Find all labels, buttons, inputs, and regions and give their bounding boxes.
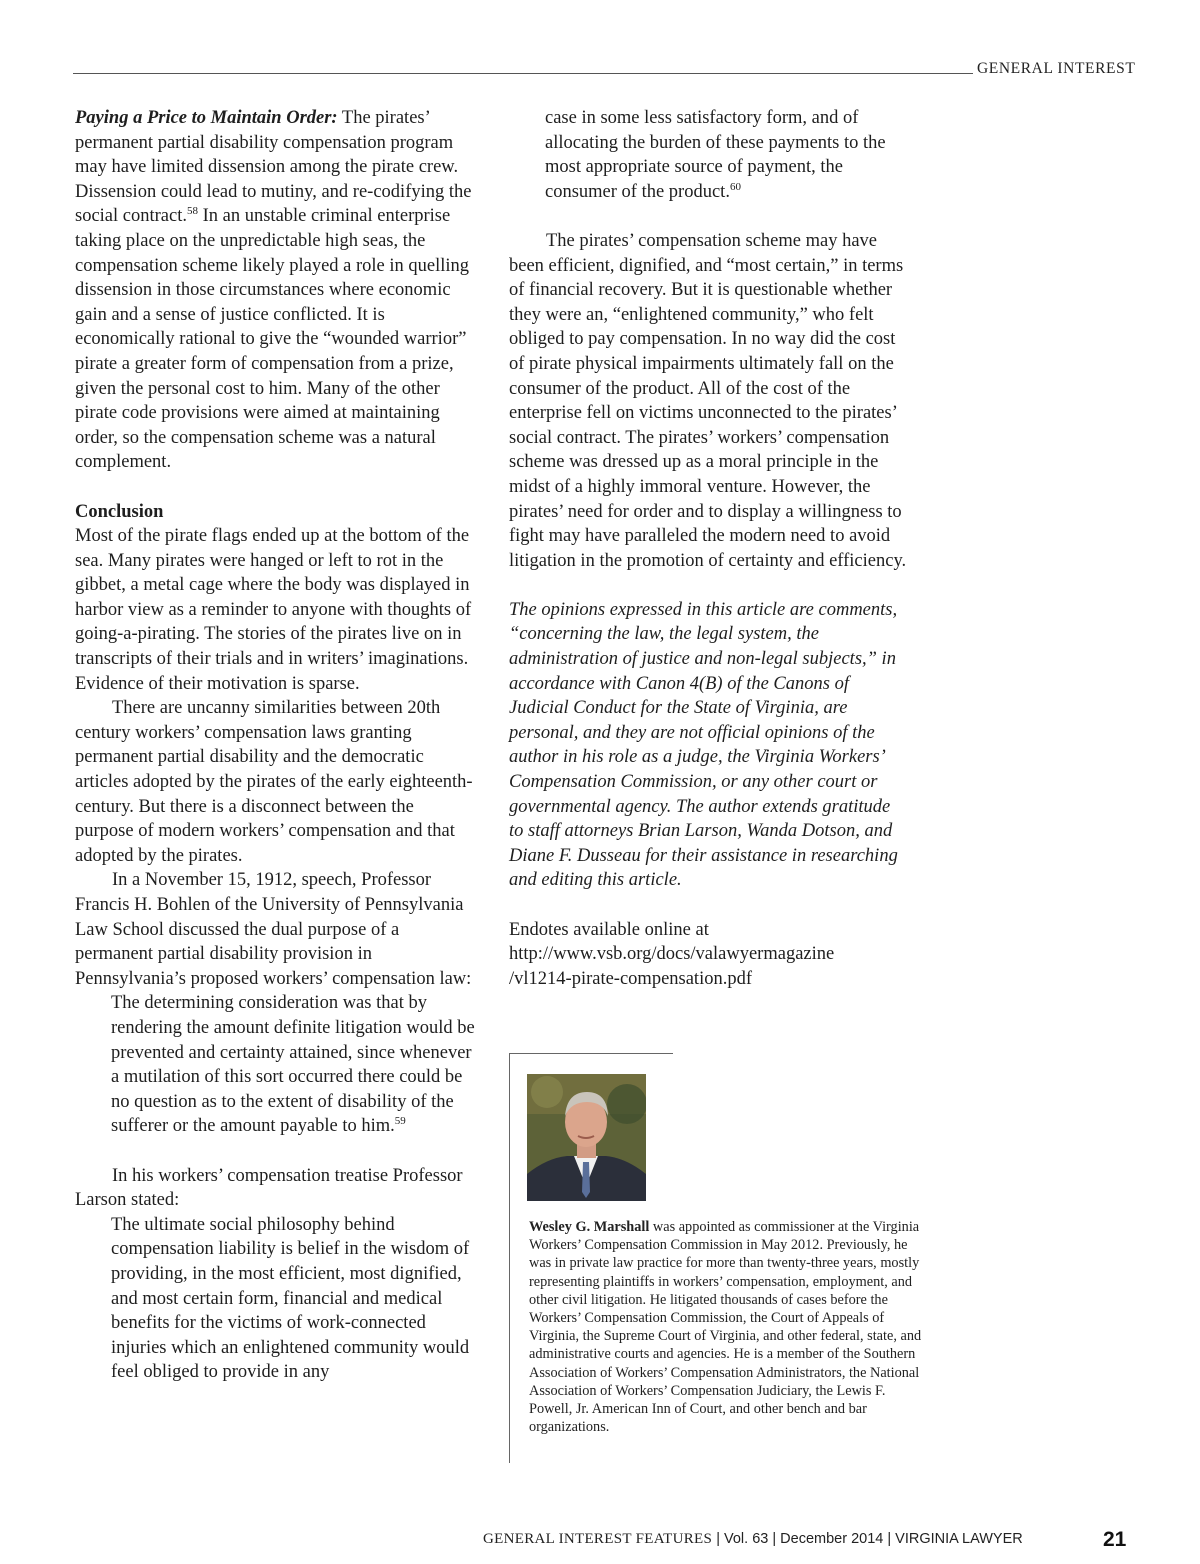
bio-rule-left <box>509 1053 510 1463</box>
endnotes-link-cont[interactable]: /vl1214-pirate-compensation.pdf <box>509 968 753 989</box>
paragraph-paying-a-price <box>75 106 477 475</box>
paragraph: The pirates’ compensation scheme may have been efficient, dignified, and “most certain,” in terms of financial recovery. But it is questionable whether they were an, “enlightened community,” who felt obliged to pay compensation. In no way did the cost of pirate physical impairments ultimately fall on the consumer of the product. All of the cost of the enterprise fell on victims unconnected to the pirates’ social contract. The pirates’ workers’ compensation scheme was dressed up as a moral principle in the midst of a highly immoral venture. However, the pirates’ need for order and to display a willingness to fight may have paralleled the modern need to avoid litigation in the promotion of certainty and efficiency. <box>509 230 907 571</box>
footer-date: December 2014 <box>780 1531 884 1547</box>
paragraph: There are uncanny similarities between 20th century workers’ compensation laws granting permanent partial disability and the democratic articles adopted by the pirates of the early eighteenth-century. But there is a disconnect between the purpose of modern workers’ compensation and that adopted by the pirates. <box>75 698 473 866</box>
footnote-ref: 60 <box>729 180 741 193</box>
header-rule <box>73 73 973 74</box>
section-label: GENERAL INTEREST <box>977 60 1136 77</box>
page-footer <box>483 1531 1043 1548</box>
block-quote-continued <box>545 106 909 204</box>
block-quote: The ultimate social philosophy behind compensation liability is belief in the wisdom of providing, in the most efficient, most dignified, and most certain form, financial and medical benefits for the victims of work-connected injuries which an enlightened community would feel obliged to provide in any <box>111 1214 470 1383</box>
paragraph-text: The pirates’ permanent partial disability compensation program may have limited dissension among the pirate crew. Dissension could lead to mutiny, and re-codifying the social contract. <box>75 108 472 227</box>
paragraph-text: In an unstable criminal enterprise taking place on the unpredictable high seas, the compensation scheme likely played a role in quelling dissension in those circumstances where economic gain and a sense of justice conflicted. It is economically rational to give the “wounded warrior” pirate a greater form of compensation from a prize, given the personal cost to him. Many of the other pirate code provisions were aimed at maintaining order, so the compensation scheme was a natural complement. <box>75 206 470 473</box>
page-number: 21 <box>1103 1528 1127 1551</box>
footer-separator: | <box>883 1531 896 1547</box>
footer-section: GENERAL INTEREST FEATURES <box>483 1531 713 1547</box>
footnote-ref: 59 <box>394 1115 406 1128</box>
endnotes-link[interactable]: http://www.vsb.org/docs/valawyermagazine <box>509 944 835 965</box>
author-bio-box <box>509 1053 922 1463</box>
endnotes-label: Endotes available online at <box>509 919 709 940</box>
quote-text: case in some less satisfactory form, and of allocating the burden of these payments to the most appropriate source of payment, the consumer of the product. <box>545 108 886 202</box>
paragraph: In a November 15, 1912, speech, Professor Francis H. Bohlen of the University of Pennsylvania Law School discussed the dual purpose of a permanent partial disability provision in Pennsylvania’s proposed workers’ compensation law: <box>75 870 472 989</box>
conclusion-heading: Conclusion <box>75 501 164 522</box>
block-quote <box>111 991 477 1139</box>
footer-publication: VIRGINIA LAWYER <box>895 1531 1023 1547</box>
endnotes-note <box>509 918 909 992</box>
author-bio-text: was appointed as commissioner at the Virginia Workers’ Compensation Commission in May 2012. Previously, he was in private law practice for more than twenty-three years, mostly representing plaintiffs in workers’ compensation, employment, and other civil litigation. He litigated thousands of cases before the Workers’ Compensation Commission, the Court of Appeals of Virginia, the Supreme Court of Virginia, and other federal, state, and administrative courts and agencies. He is a member of the Southern Association of Workers’ Compensation Administrators, the National Association of Workers’ Compensation Judiciary, the Lewis F. Powell, Jr. American Inn of Court, and other bench and bar organizations. <box>529 1219 922 1436</box>
right-column <box>509 106 909 991</box>
footer-volume: Vol. 63 <box>724 1531 769 1547</box>
author-portrait-image <box>527 1074 646 1201</box>
author-name: Wesley G. Marshall <box>529 1219 650 1235</box>
bio-rule-top <box>509 1053 673 1054</box>
author-bio <box>529 1218 924 1436</box>
paragraph: In his workers’ compensation treatise Professor Larson stated: <box>75 1165 463 1211</box>
inline-heading: Paying a Price to Maintain Order: <box>75 108 338 128</box>
left-column <box>75 106 477 1385</box>
author-photo <box>527 1074 646 1201</box>
footer-separator: | <box>768 1531 781 1547</box>
quote-text: The determining consideration was that by rendering the amount definite litigation would be prevented and certainty attained, since whenever a mutilation of this sort occurred there could be no question as to the extent of disability of the sufferer or the amount payable to him. <box>111 993 475 1137</box>
footer-separator: | <box>712 1531 724 1547</box>
paragraph: Most of the pirate flags ended up at the bottom of the sea. Many pirates were hanged or left to rot in the gibbet, a metal cage where the body was displayed in harbor view as a reminder to anyone with thoughts of going-a-pirating. The stories of the pirates live on in transcripts of their trials and in writers’ imaginations. Evidence of their motivation is sparse. <box>75 526 472 694</box>
footnote-ref: 58 <box>186 205 198 218</box>
disclaimer: The opinions expressed in this article are comments, “concerning the law, the legal system, the administration of justice and non-legal subjects,” in accordance with Canon 4(B) of the Canons of Judicial Conduct for the State of Virginia, are personal, and they are not official opinions of the author in his role as a judge, the Virginia Workers’ Compensation Commission, or any other court or governmental agency. The author extends gratitude to staff attorneys Brian Larson, Wanda Dotson, and Diane F. Dusseau for their assistance in researching and editing this article. <box>509 599 898 891</box>
